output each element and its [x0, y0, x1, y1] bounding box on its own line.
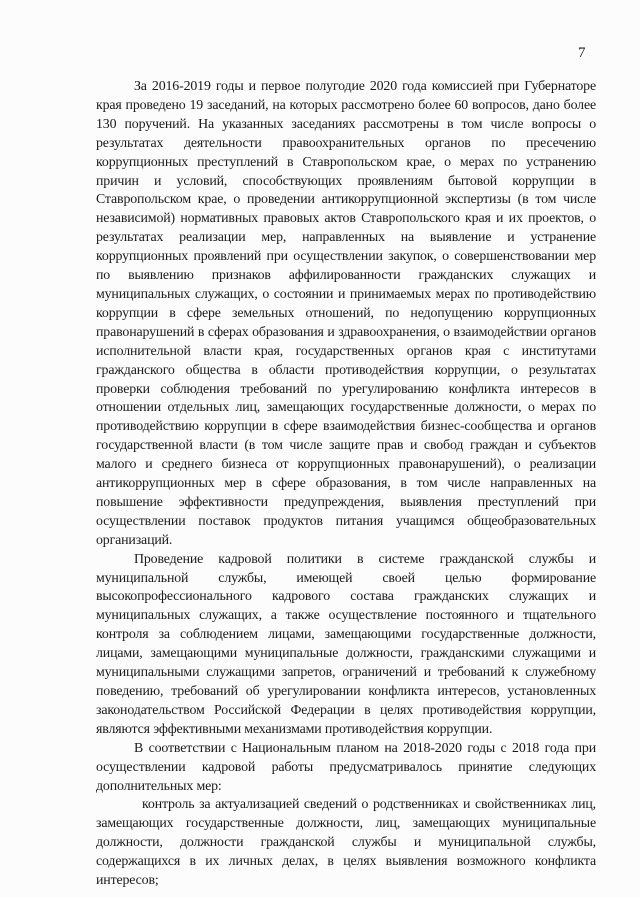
paragraph-personnel-policy: Проведение кадровой политики в системе гражданской службы и муниципальной службы, имеющей своей целью формирование высокопрофессионального кадрового состава гражданских служащих и муниципальных служащих, а также осуществление постоянного и тщательного контроля за соблюдением лицами, замещающими государственные должности, лицами, замещающими муниципальные должности, гражданскими служащими и муниципальными служащими запретов, ограничений и требований к служебному поведению, требований об урегулировании конфликта интересов, установленных законодательством Российской Федерации в целях противодействия коррупции, являются эффективными механизмами противодействия коррупции.: [96, 551, 596, 737]
document-body: [96, 78, 596, 891]
paragraph-national-plan: В соответствии с Национальным планом на 2018-2020 годы с 2018 года при осуществлении кадровой работы предусматривалось принятие следующих дополнительных мер:: [96, 740, 596, 794]
page-number: 7: [578, 45, 586, 61]
paragraph-list-item: контроль за актуализацией сведений о родственниках и свойственниках лиц, замещающих государственные должности, лиц, замещающих муниципальные должности, должности гражданской службы и муниципальной службы, содержащихся в их личных делах, в целях выявления возможного конфликта интересов;: [96, 797, 596, 889]
paragraph-commission-meetings: За 2016-2019 годы и первое полугодие 2020 года комиссией при Губернаторе края проведено 19 заседаний, на которых рассмотрено более 60 вопросов, дано более 130 поручений. На указанных заседаниях рассмотрены в том числе вопросы о результатах деятельности правоохранительных органов по пресечению коррупционных преступлений в Ставропольском крае, о мерах по устранению причин и условий, способствующих проявлениям бытовой коррупции в Ставропольском крае, о проведении антикоррупционной экспертизы (в том числе независимой) нормативных правовых актов Ставропольского края и их проектов, о результатах реализации мер, направленных на выявление и устранение коррупционных проявлений при осуществлении закупок, о совершенствовании мер по выявлению признаков аффилированности гражданских служащих и муниципальных служащих, о состоянии и принимаемых мерах по противодействию коррупции в сфере земельных отношений, по недопущению коррупционных правонарушений в сферах образования и здравоохранения, о взаимодействии органов исполнительной власти края, государственных органов края с институтами гражданского общества в области противодействия коррупции, о результатах проверки соблюдения требований по урегулированию конфликта интересов в отношении отдельных лиц, замещающих государственные должности, о мерах по противодействию коррупции в сфере взаимодействия бизнес-сообщества и органов государственной власти (в том числе защите прав и свобод граждан и субъектов малого и среднего бизнеса от коррупционных правонарушений), о реализации антикоррупционных мер в сфере образования, в том числе направленных на повышение эффективности предупреждения, выявления преступлений при осуществлении поставок продуктов питания учащимся общеобразовательных организаций.: [96, 79, 596, 548]
